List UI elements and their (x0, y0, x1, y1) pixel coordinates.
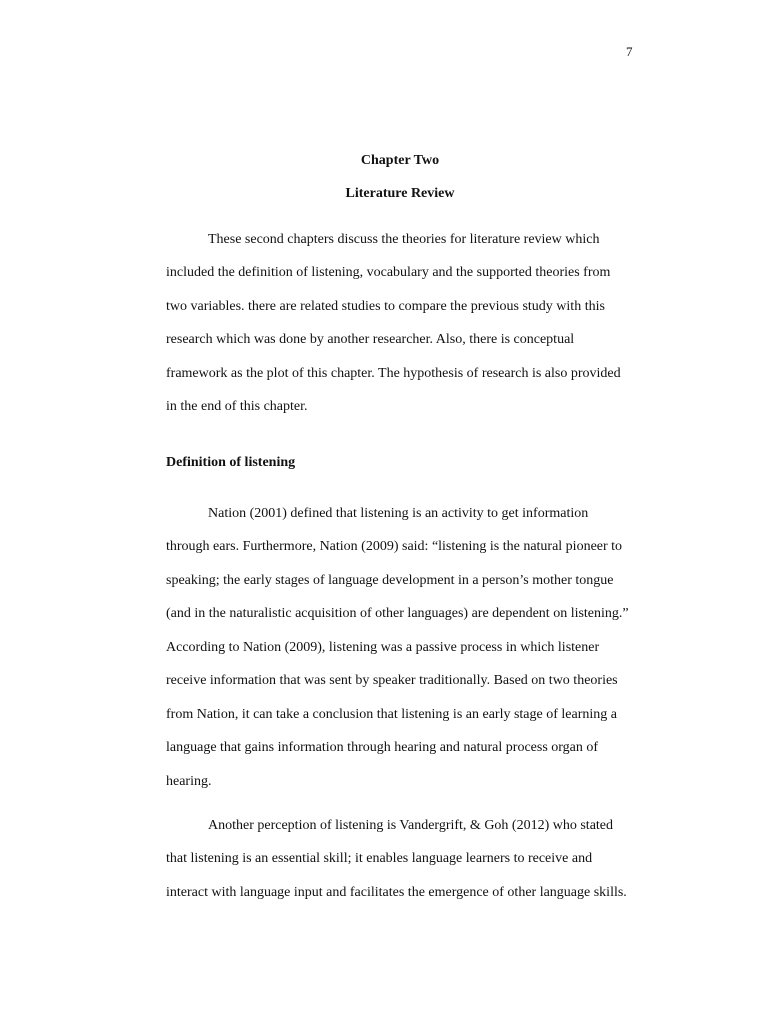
paragraph-line: These second chapters discuss the theories for literature review which (208, 232, 600, 247)
paragraph-line: Another perception of listening is Vandergrift, & Goh (2012) who stated (208, 818, 614, 833)
paragraph-line: two variables. there are related studies to compare the previous study with this (166, 299, 605, 314)
paragraph-line: hearing. (166, 774, 212, 789)
paragraph-line: in the end of this chapter. (166, 399, 308, 414)
paragraph-line: Nation (2001) defined that listening is an activity to get information (208, 506, 589, 521)
chapter-title: Chapter Two (360, 153, 440, 168)
paragraph-line: language that gains information through hearing and natural process organ of (166, 740, 599, 755)
paragraph-line: According to Nation (2009), listening was a passive process in which listener (166, 640, 600, 655)
paragraph-line: speaking; the early stages of language development in a person’s mother tongue (166, 573, 614, 588)
paragraph-line: included the definition of listening, vocabulary and the supported theories from (166, 265, 611, 280)
paragraph-line: interact with language input and facilitates the emergence of other language skills. (166, 885, 627, 900)
chapter-subtitle: Literature Review (345, 186, 455, 201)
section-heading: Definition of listening (166, 455, 296, 470)
paragraph-line: through ears. Furthermore, Nation (2009) said: “listening is the natural pioneer to (166, 539, 623, 554)
paragraph-line: receive information that was sent by speaker traditionally. Based on two theories (166, 673, 618, 688)
paragraph-line: (and in the naturalistic acquisition of other languages) are dependent on listening.” (166, 606, 629, 621)
paragraph-line: from Nation, it can take a conclusion that listening is an early stage of learning a (166, 707, 617, 722)
paragraph-line: that listening is an essential skill; it enables language learners to receive and (166, 851, 593, 866)
paragraph-line: research which was done by another researcher. Also, there is conceptual (166, 332, 575, 347)
paragraph-line: framework as the plot of this chapter. The hypothesis of research is also provided (166, 366, 621, 381)
page-number: 7 (626, 44, 633, 59)
